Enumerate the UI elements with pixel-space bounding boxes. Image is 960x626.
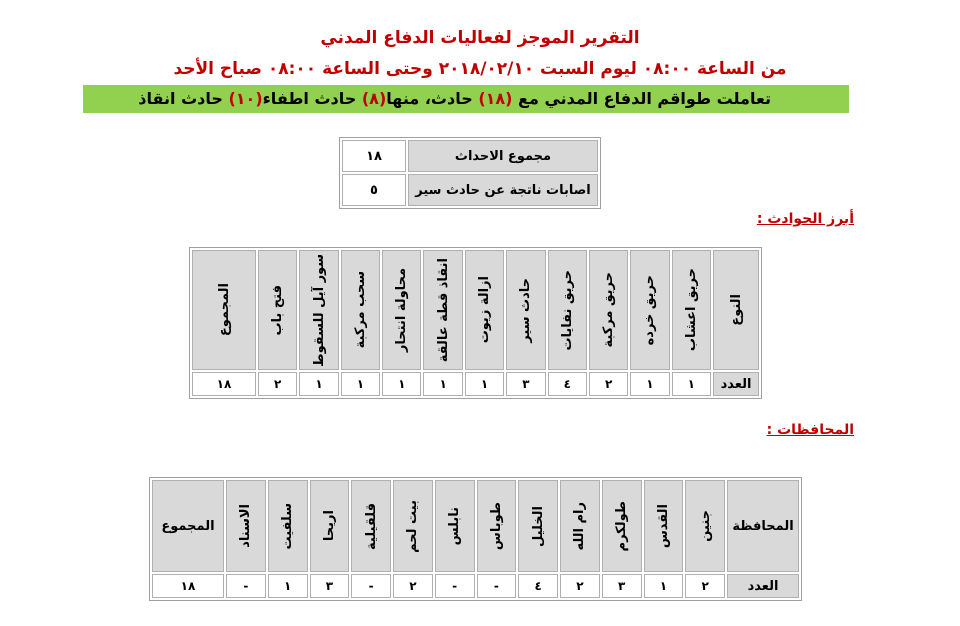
column-header [423,250,462,370]
column-count: - [477,574,517,598]
column-header-label: حريق مركبة [601,272,617,348]
column-header-label: بيت لحم [405,499,421,553]
column-header [351,480,391,572]
column-header-label: سلفيت [280,502,296,550]
incidents-table [189,247,762,399]
column-header-label: محاولة انتحار [394,267,410,353]
column-header-label: حريق اعشاب [683,268,699,352]
gov-label: المحافظة [732,518,794,534]
type-label-cell [713,250,759,370]
column-count: ١ [341,372,380,396]
column-count: ١ [630,372,669,396]
column-count: ٢ [393,574,433,598]
column-header [630,250,669,370]
summary-value: ٥ [342,174,406,206]
column-header-label: ازالة زيوت [477,276,493,344]
count-label: العدد [720,376,752,392]
summary-label: مجموع الاحداث [408,140,598,172]
banner-fire: (٨) [361,89,387,108]
banner-total: (١٨) [478,89,513,108]
column-header [477,480,517,572]
column-header [382,250,421,370]
column-header-label: طوباس [488,501,504,551]
column-header [341,250,380,370]
column-count: ١ [672,372,711,396]
column-header-label: قلقيلية [363,502,379,550]
governorates-header-row [152,480,799,572]
column-header-label: جنين [697,510,713,542]
column-header [192,250,256,370]
column-count: ١٨ [192,372,256,396]
column-count: ٤ [548,372,587,396]
column-count: ١ [465,372,504,396]
column-header [672,250,711,370]
summary-row [342,140,598,172]
column-header-label: فتح باب [270,284,286,336]
column-header [310,480,350,572]
column-header [644,480,684,572]
column-count: ١٨ [152,574,224,598]
column-count: ٣ [310,574,350,598]
column-header [506,250,545,370]
column-header-label: سحب مركبة [352,271,368,349]
column-header-label: الاسناد [238,504,254,548]
summary-banner [83,85,849,113]
governorates-count-row [152,574,799,598]
column-header [258,250,297,370]
column-header-label: حريق نفايات [559,269,575,351]
banner-prefix: تعاملت طواقم الدفاع المدني مع [518,89,771,108]
banner-rescue: (١٠) [228,89,263,108]
column-header [465,250,504,370]
column-count: ٣ [506,372,545,396]
column-count: ١ [423,372,462,396]
summary-table [339,137,601,209]
summary-row [342,174,598,206]
incidents-header-row [192,250,759,370]
column-header [602,480,642,572]
column-count: ٢ [685,574,725,598]
gov-count-label-cell [727,574,799,598]
column-header [548,250,587,370]
column-count: ٤ [518,574,558,598]
column-header-label: الخليل [530,505,546,547]
column-header [560,480,600,572]
column-header-label: اريحا [321,510,337,542]
column-header-label: رام الله [572,501,588,551]
column-count: ١ [382,372,421,396]
gov-label-cell [727,480,799,572]
column-header-label: حريق خرده [642,274,658,346]
column-header-label: انقاذ قطة عالقة [435,257,451,363]
banner-suffix: حادث انقاذ [138,89,223,108]
column-header-label: طولكرم [614,500,630,552]
column-count: - [435,574,475,598]
column-header-label: المجموع [161,518,215,534]
column-count: ١ [299,372,338,396]
column-count: ٢ [560,574,600,598]
report-title: التقرير الموجز لفعاليات الدفاع المدني [320,28,640,48]
incidents-count-row [192,372,759,396]
column-header [152,480,224,572]
column-header-label: القدس [655,503,671,549]
column-header [268,480,308,572]
column-count: ٢ [258,372,297,396]
column-header [435,480,475,572]
column-header-label: المجموع [216,283,232,337]
column-header-label: نابلس [447,506,463,546]
column-header [226,480,266,572]
type-label: النوع [728,294,744,326]
summary-label: اصابات ناتجة عن حادث سير [408,174,598,206]
banner-mid: حادث، منها [386,89,473,108]
column-header-label: حادث سير [518,277,534,343]
column-header-label: سور آيل للسقوط [311,253,327,367]
column-header [518,480,558,572]
column-count: ١ [644,574,684,598]
column-header [685,480,725,572]
column-header [299,250,338,370]
governorates-heading: المحافظات : [766,422,854,438]
column-count: ٣ [602,574,642,598]
column-header [589,250,628,370]
governorates-table [149,477,802,601]
column-header [393,480,433,572]
incidents-heading: أبرز الحوادث : [756,211,854,227]
column-count: - [226,574,266,598]
summary-value: ١٨ [342,140,406,172]
gov-count-label: العدد [747,578,779,594]
column-count: ٢ [589,372,628,396]
banner-mid2: حادث اطفاء [262,89,357,108]
column-count: - [351,574,391,598]
count-label-cell [713,372,759,396]
report-period: من الساعة ٠٨:٠٠ ليوم السبت ٢٠١٨/٠٢/١٠ وحتى الساعة ٠٨:٠٠ صباح الأحد [173,59,787,79]
column-count: ١ [268,574,308,598]
